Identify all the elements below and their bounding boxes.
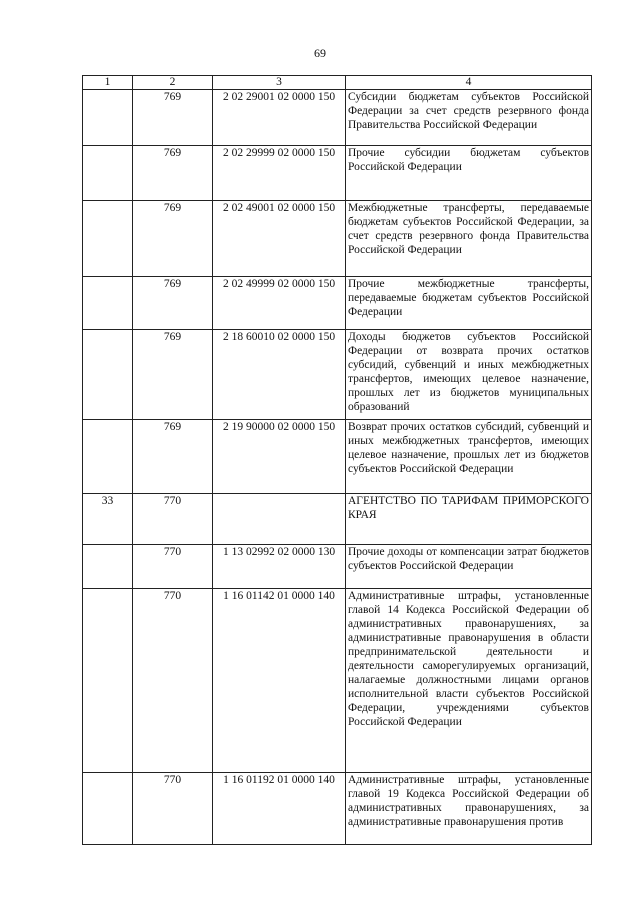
budget-code: 1 13 02992 02 0000 130 [213,545,346,589]
row-number [83,330,133,420]
table-row [83,201,592,277]
admin-code: 770 [133,494,213,545]
admin-code: 769 [133,420,213,494]
admin-code: 769 [133,90,213,146]
admin-code: 770 [133,589,213,773]
row-number [83,589,133,773]
income-description: Прочие доходы от компенсации затрат бюджетов субъектов Российской Федерации [346,545,592,589]
row-number [83,773,133,845]
income-description: Возврат прочих остатков субсидий, субвенций и иных межбюджетных трансфертов, имеющих целевое назначение, прошлых лет из бюджетов субъектов Российской Федерации [346,420,592,494]
table-row [83,773,592,845]
row-number [83,90,133,146]
income-description: Межбюджетные трансферты, передаваемые бюджетам субъектов Российской Федерации, за счет средств резервного фонда Правительства Российской Федерации [346,201,592,277]
table-row [83,330,592,420]
table-row [83,545,592,589]
budget-code: 2 02 49001 02 0000 150 [213,201,346,277]
budget-code: 2 02 49999 02 0000 150 [213,277,346,330]
column-header: 4 [346,76,592,90]
income-description: Прочие субсидии бюджетам субъектов Российской Федерации [346,146,592,201]
income-description: Административные штрафы, установленные главой 14 Кодекса Российской Федерации об административных правонарушениях, за административные правонарушения в области предпринимательской деятельности и деятельности саморегулируемых организаций, налагаемые должностными лицами органов исполнительной власти субъектов Российской Федерации, учреждениями субъектов Российской Федерации [346,589,592,773]
column-header: 3 [213,76,346,90]
table-header-row [83,76,592,90]
table-row [83,90,592,146]
budget-code: 2 02 29999 02 0000 150 [213,146,346,201]
row-number [83,146,133,201]
admin-code: 769 [133,277,213,330]
agency-name: АГЕНТСТВО ПО ТАРИФАМ ПРИМОРСКОГО КРАЯ [346,494,592,545]
budget-code: 2 19 90000 02 0000 150 [213,420,346,494]
row-number [83,201,133,277]
income-description: Административные штрафы, установленные главой 19 Кодекса Российской Федерации об административных правонарушениях, за административные правонарушения против [346,773,592,845]
column-header: 2 [133,76,213,90]
table-row [83,277,592,330]
admin-code: 769 [133,330,213,420]
table-row [83,146,592,201]
income-description: Субсидии бюджетам субъектов Российской Федерации за счет средств резервного фонда Правительства Российской Федерации [346,90,592,146]
column-header: 1 [83,76,133,90]
table-row [83,494,592,545]
budget-code [213,494,346,545]
budget-code: 1 16 01192 01 0000 140 [213,773,346,845]
admin-code: 769 [133,146,213,201]
row-number: 33 [83,494,133,545]
page-number: 69 [314,46,326,60]
budget-code: 2 02 29001 02 0000 150 [213,90,346,146]
table-row [83,420,592,494]
revenue-table [82,75,592,845]
row-number [83,545,133,589]
admin-code: 770 [133,545,213,589]
row-number [83,277,133,330]
budget-code: 1 16 01142 01 0000 140 [213,589,346,773]
admin-code: 769 [133,201,213,277]
income-description: Доходы бюджетов субъектов Российской Федерации от возврата прочих остатков субсидий, субвенций и иных межбюджетных трансфертов, имеющих целевое назначение, прошлых лет из бюджетов муниципальных образований [346,330,592,420]
income-description: Прочие межбюджетные трансферты, передаваемые бюджетам субъектов Российской Федерации [346,277,592,330]
row-number [83,420,133,494]
budget-code: 2 18 60010 02 0000 150 [213,330,346,420]
table-row [83,589,592,773]
admin-code: 770 [133,773,213,845]
